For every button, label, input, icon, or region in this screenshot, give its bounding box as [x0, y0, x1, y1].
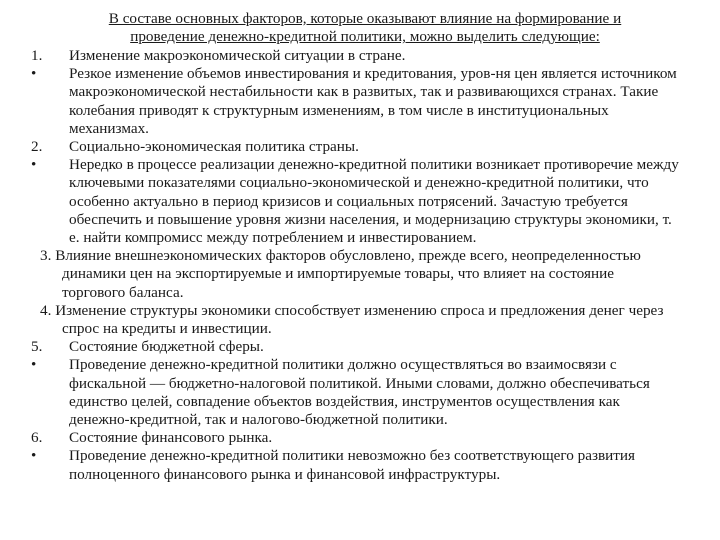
- bullet-item: [0, 447, 720, 483]
- numbered-item: [0, 429, 720, 447]
- numbered-item: [0, 47, 720, 65]
- item-number: 6.: [31, 429, 43, 447]
- slide-heading: В составе основных факторов, которые оказывают влияние на формирование и проведение денежно-кредитной политики, можно выделить следующие:: [108, 10, 622, 46]
- bullet-marker: •: [31, 356, 37, 374]
- numbered-item: [0, 138, 720, 156]
- bullet-marker: •: [31, 447, 37, 465]
- item-text: Нередко в процессе реализации денежно-кредитной политики возникает противоречие между ключевыми показателями социально-экономической и денежно-кредитной политики, что особенно актуально в период кризисов и социальных потрясений. Зачастую требуется обеспечить и повышение уровня жизни населения, и модернизацию структуры экономики, т. е. найти компромисс между потреблением и инвестированием.: [69, 156, 679, 247]
- item-text: Социально-экономическая политика страны.: [69, 138, 359, 156]
- item-text: Изменение макроэкономической ситуации в стране.: [69, 47, 406, 64]
- item-text: Проведение денежно-кредитной политики невозможно без соответствующего развития полноценного финансового рынка и финансовой инфраструктуры.: [69, 447, 636, 483]
- item-text: Состояние финансового рынка.: [69, 429, 273, 447]
- item-number: 5.: [31, 338, 43, 356]
- item-text: Проведение денежно-кредитной политики должно осуществляться во взаимосвязи с фискальной — бюджетно-налоговой политикой. Иными словами, должно обеспечиваться единство целей, совпадение объектов воздействия, инструментов осуществления как денежно-кредитной, так и налогово-бюджетной политики.: [69, 356, 650, 429]
- item-text: Состояние бюджетной сферы.: [69, 338, 264, 356]
- item-text: Резкое изменение объемов инвестирования и кредитования, уров-ня цен является источником макроэкономической нестабильности как в развитых, так и развивающихся странах. Такие колебания приводят к структурным изменениям, в том числе в институциональных механизмах.: [69, 65, 677, 137]
- factor-list: [0, 47, 720, 484]
- bullet-marker: •: [31, 65, 37, 83]
- numbered-item: [0, 302, 720, 338]
- numbered-item: [0, 247, 720, 302]
- item-number: 4.: [40, 301, 52, 319]
- item-text: Влияние внешнеэкономических факторов обусловлено, прежде всего, неопределенностью динамики цен на экспортируемые и импортируемые товары, что влияет на состояние торгового баланса.: [55, 247, 641, 301]
- numbered-item: [0, 338, 720, 356]
- bullet-item: [0, 356, 720, 429]
- item-number: 2.: [31, 138, 43, 156]
- bullet-item: [0, 156, 720, 247]
- bullet-item: [0, 65, 720, 138]
- item-number: 1.: [31, 47, 43, 64]
- item-text: Изменение структуры экономики способствует изменению спроса и предложения денег через спрос на кредиты и инвестиции.: [55, 301, 664, 338]
- bullet-marker: •: [31, 156, 37, 174]
- item-number: 3.: [40, 247, 52, 265]
